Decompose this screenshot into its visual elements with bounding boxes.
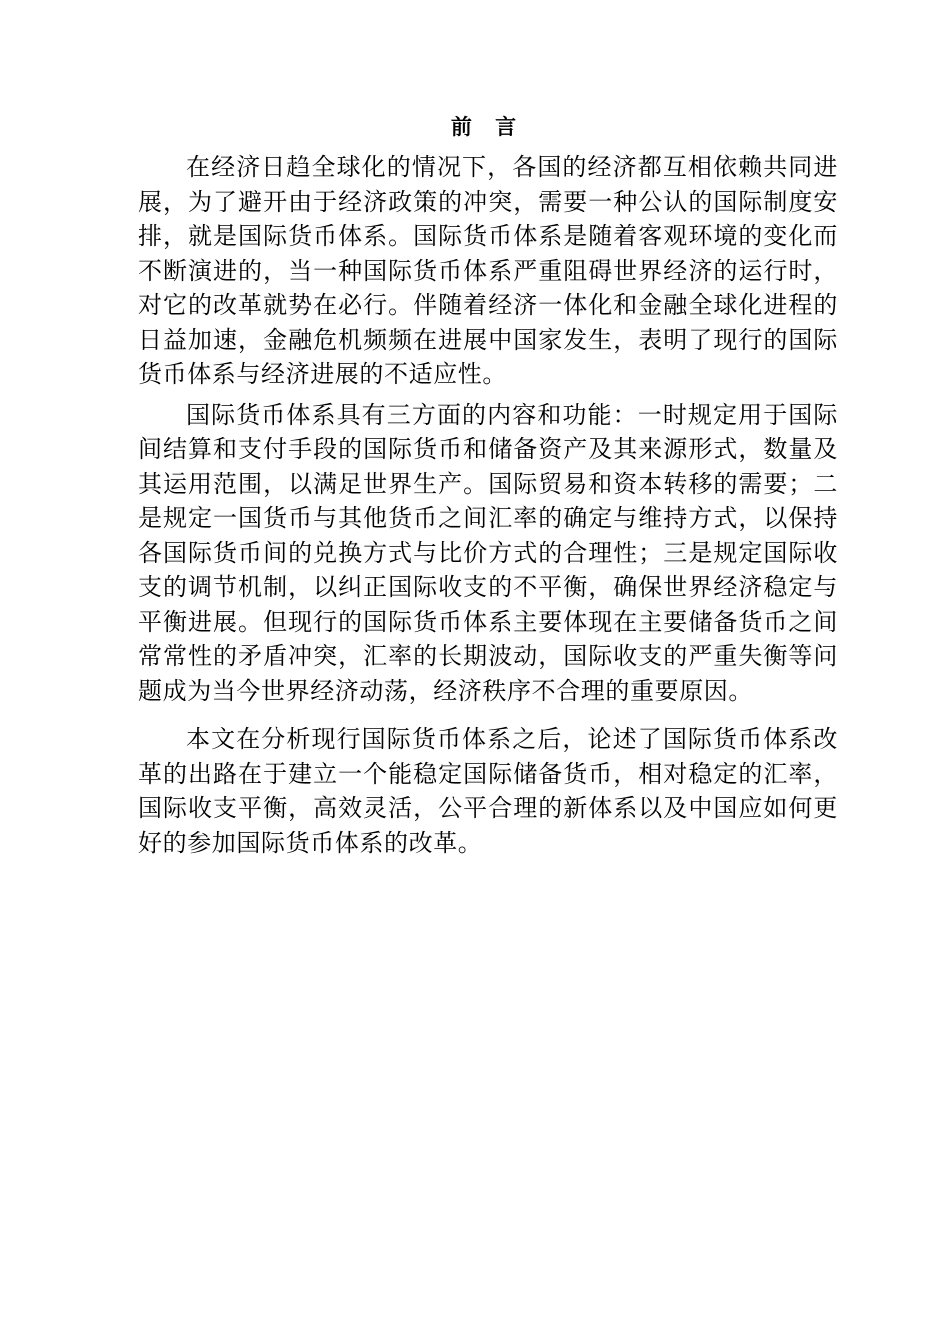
- paragraph-1: 在经济日趋全球化的情况下，各国的经济都互相依赖共同进展，为了避开由于经济政策的冲突，需要一种公认的国际制度安排，就是国际货币体系。国际货币体系是随着客观环境的变化而不断演进的，当一种国际货币体系严重阻碍世界经济的运行时，对它的改革就势在必行。伴随着经济一体化和金融全球化进程的日益加速，金融危机频频在进展中国家发生，表明了现行的国际货币体系与经济进展的不适应性。: [138, 153, 838, 388]
- page-title: 前 言: [450, 115, 525, 139]
- paragraph-3: 本文在分析现行国际货币体系之后，论述了国际货币体系改革的出路在于建立一个能稳定国际储备货币，相对稳定的汇率，国际收支平衡，高效灵活，公平合理的新体系以及中国应如何更好的参加国际货币体系的改革。: [138, 725, 838, 857]
- document-body: [138, 150, 838, 860]
- paragraph-2: 国际货币体系具有三方面的内容和功能：一时规定用于国际间结算和支付手段的国际货币和储备资产及其来源形式，数量及其运用范围，以满足世界生产。国际贸易和资本转移的需要；二是规定一国货币与其他货币之间汇率的确定与维持方式，以保持各国际货币间的兑换方式与比价方式的合理性；三是规定国际收支的调节机制，以纠正国际收支的不平衡，确保世界经济稳定与平衡进展。但现行的国际货币体系主要体现在主要储备货币之间常常性的矛盾冲突，汇率的长期波动，国际收支的严重失衡等问题成为当今世界经济动荡，经济秩序不合理的重要原因。: [138, 400, 838, 705]
